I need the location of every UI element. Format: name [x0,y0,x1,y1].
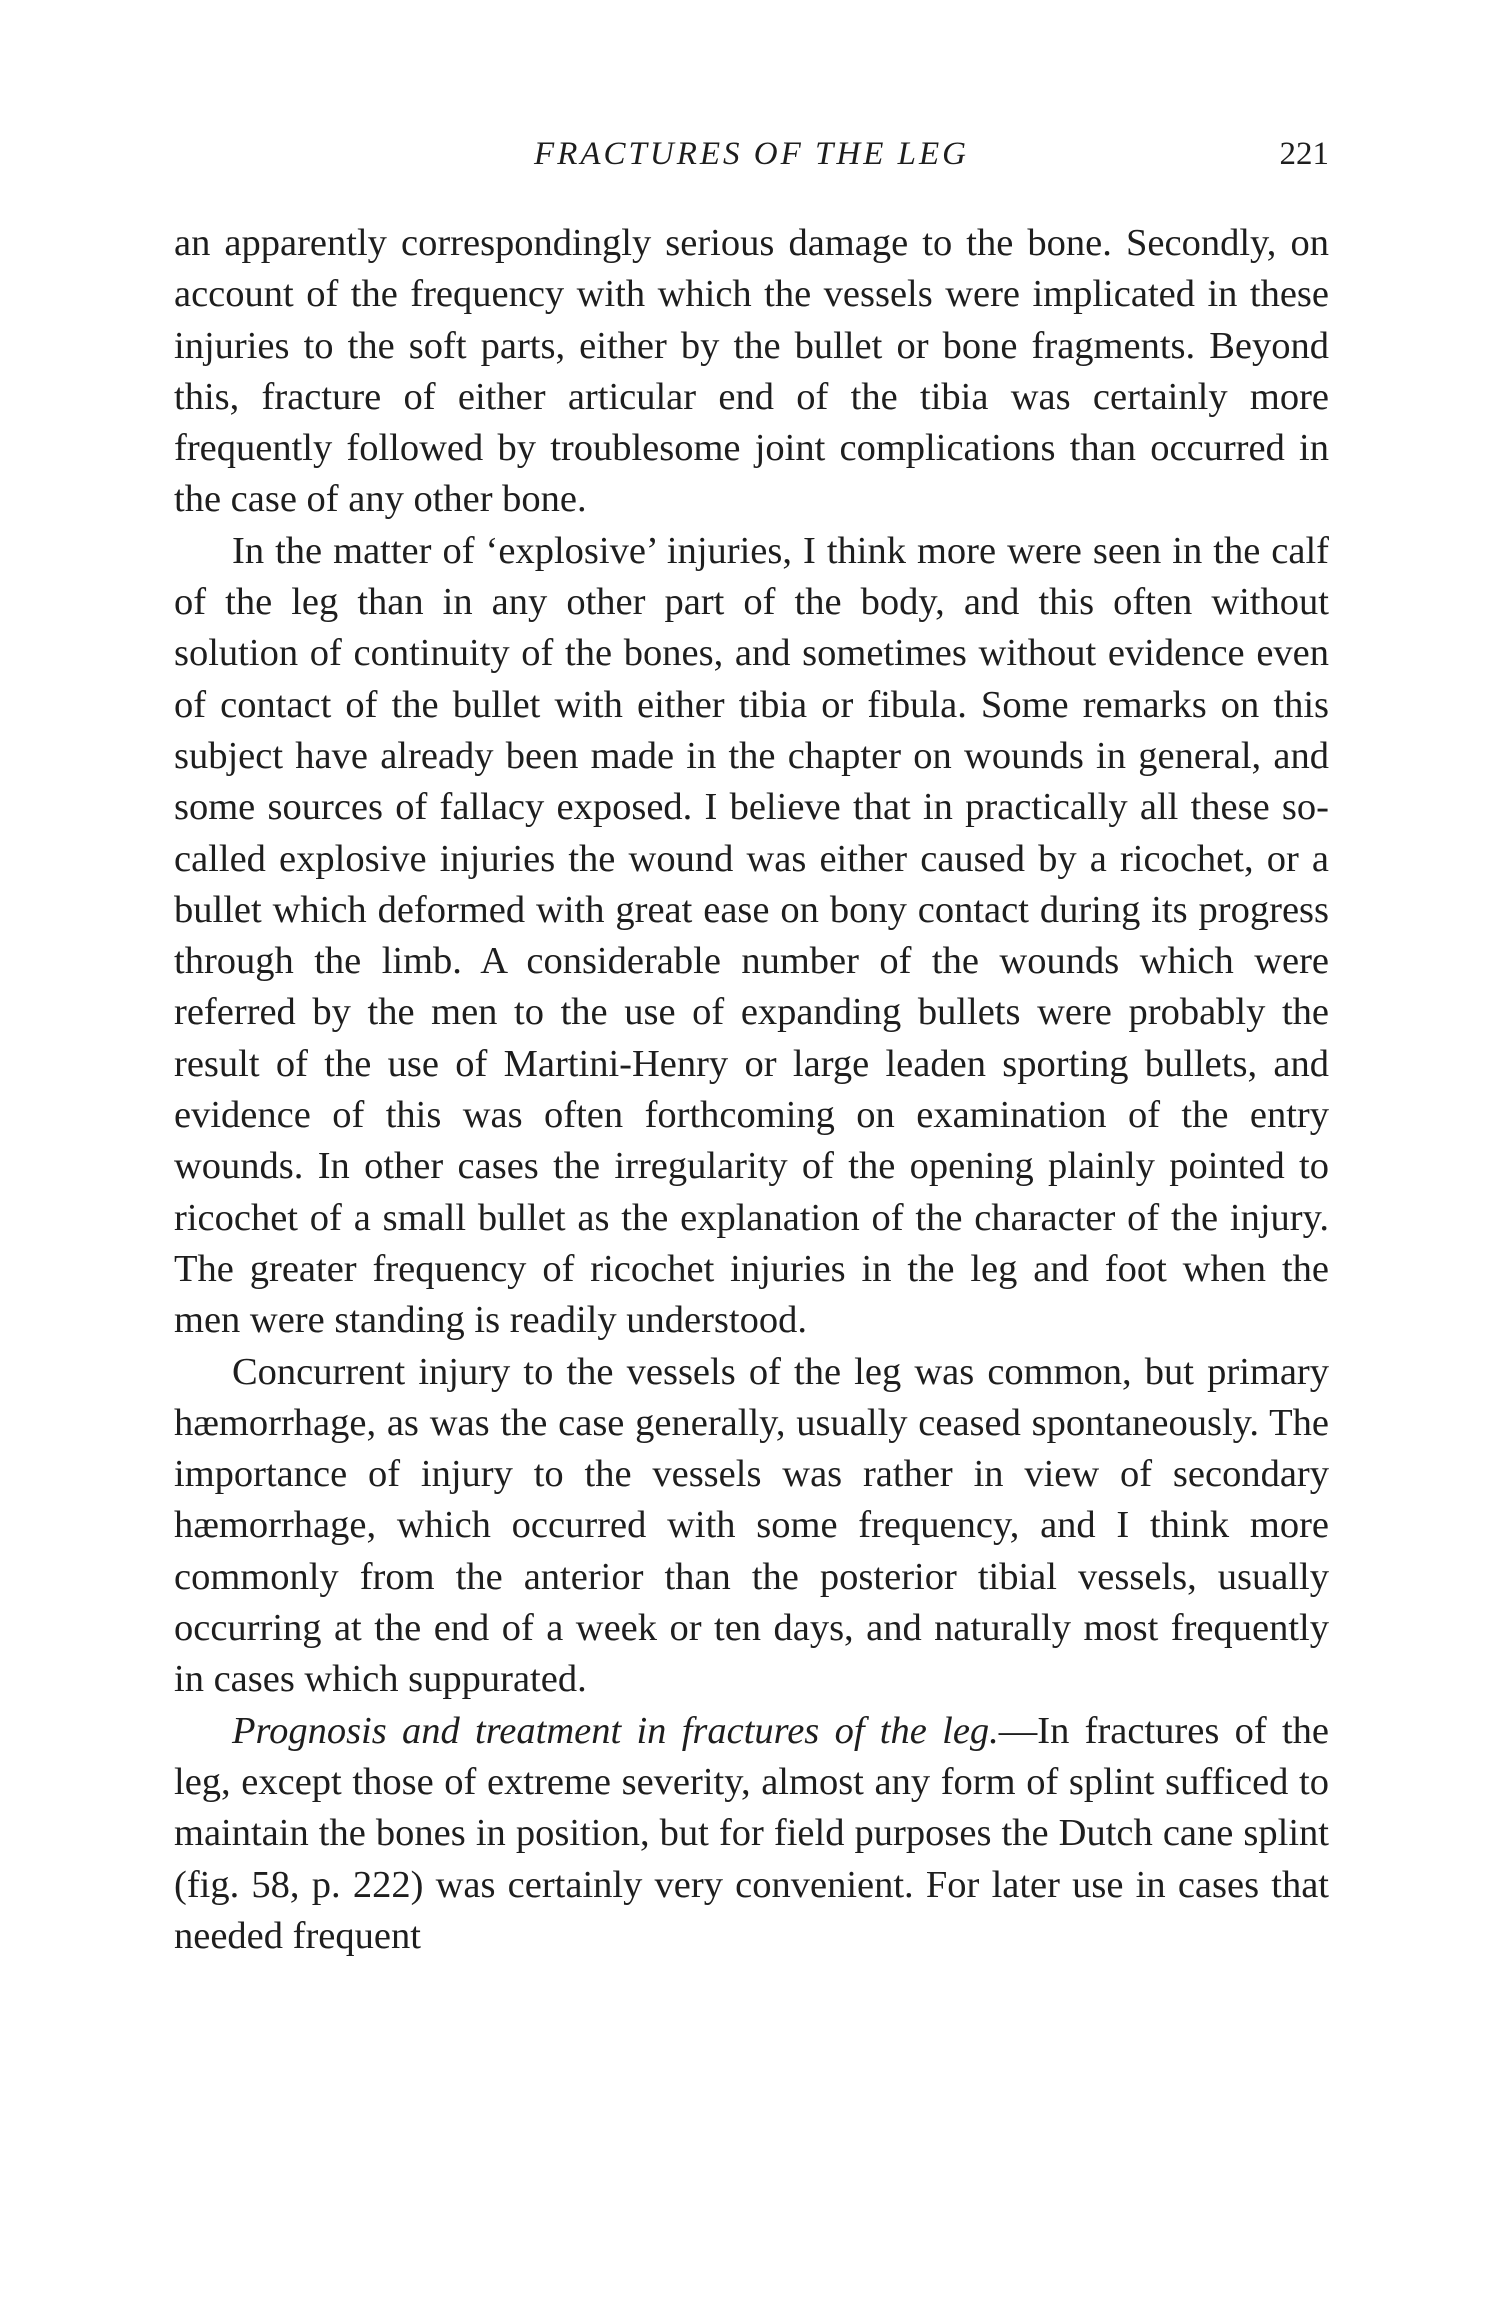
page-number: 221 [1279,136,1329,172]
paragraph-text: Concurrent injury to the vessels of the leg was common, but primary hæmorrhage, as was the case generally, usually ceased spontaneously. The importance of injury to the vessels was rather in view of secondary hæmorrhage, which occurred with some frequency, and I think more commonly from the anterior than the posterior tibial vessels, usually occurring at the end of a week or ten days, and naturally most frequently in cases which suppurated. [174,1350,1329,1701]
paragraph-text: —In fractures of the leg, except those of extreme severity, almost any form of splint sufficed to maintain the bones in position, but for field purposes the Dutch cane splint (fig. 58, p. 222) was certainly very convenient. For later use in cases that needed frequent [174,1709,1329,1957]
paragraph-text: an apparently correspondingly serious damage to the bone. Secondly, on account of the frequency with which the vessels were implicated in these injuries to the soft parts, either by the bullet or bone fragments. Beyond this, fracture of either articular end of the tibia was certainly more frequently followed by troublesome joint complications than occurred in the case of any other bone. [174,222,1329,521]
body-text [174,218,1329,1962]
paragraph [174,1347,1329,1706]
paragraph [174,526,1329,1347]
paragraph [174,1706,1329,1962]
section-heading: Prognosis and treatment in fractures of the leg. [232,1709,999,1752]
book-page [174,128,1329,1962]
paragraph [174,218,1329,526]
page-header [174,128,1329,178]
running-title: FRACTURES OF THE LEG [534,136,969,172]
paragraph-text: In the matter of ‘explosive’ injuries, I think more were seen in the calf of the leg than in any other part of the body, and this often without solution of continuity of the bones, and sometimes without evidence even of contact of the bullet with either tibia or fibula. Some remarks on this subject have already been made in the chapter on wounds in general, and some sources of fallacy exposed. I believe that in practically all these so-called explosive injuries the wound was either caused by a ricochet, or a bullet which deformed with great ease on bony contact during its progress through the limb. A considerable number of the wounds which were referred by the men to the use of expanding bullets were probably the result of the use of Martini-Henry or large leaden sporting bullets, and evidence of this was often forthcoming on examination of the entry wounds. In other cases the irregularity of the opening plainly pointed to ricochet of a small bullet as the explanation of the character of the injury. The greater frequency of ricochet injuries in the leg and foot when the men were standing is readily understood. [174,529,1329,1342]
